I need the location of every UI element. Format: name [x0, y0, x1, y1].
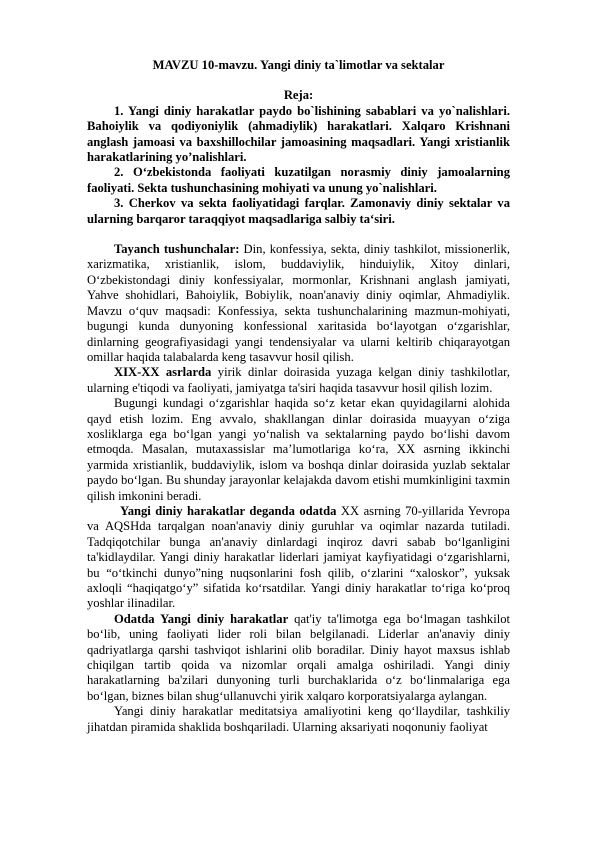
paragraph-19-20-centuries — [87, 365, 510, 396]
paragraph-current-changes — [87, 396, 510, 504]
plan-item-2: 2. O‘zbekistonda faoliyati kuzatilgan norasmiy diniy jamoalarning faoliyati. Sekta tushunchasining mohiyati va unung yo`nalishlari. — [87, 165, 510, 195]
paragraph-text: Bugungi kundagi o‘zgarishlar haqida so‘z ketar ekan quyidagilarni alohida qayd etish lozim. Eng avvalo, shakllangan dinlar doirasida muayyan o‘ziga xosliklarga ega bo‘lgan yangi yo‘nalish va sektalarning paydo bo‘lishi davom etmoqda. Masalan, mutaxassislar ma’lumotlariga ko‘ra, XX asrning ikkinchi yarmida xristianlik, buddaviylik, islom va boshqa dinlar doirasida yuzlab sektalar paydo bo‘lgan. Bu shunday jarayonlar kelajakda davom etishi mumkinligini taxmin qilish imkonini beradi. — [87, 396, 510, 503]
plan-item-3: 3. Cherkov va sekta faoliyatidagi farqlar. Zamonaviy diniy sektalar va ularning barqaror taraqqiyot maqsadlariga salbiy ta‘siri. — [87, 196, 510, 226]
plan-heading: Reja: — [283, 88, 314, 103]
paragraph-text: yirik dinlar doirasida yuzaga kelgan diniy tashkilotlar, ularning e'tiqodi va faoliyati, jamiyatga ta'siri haqida tasavvur hosil qilish lozim. — [87, 365, 510, 395]
spacer — [87, 227, 510, 242]
document-title: MAVZU 10-mavzu. Yangi diniy ta`limotlar va sektalar — [152, 58, 445, 72]
paragraph-meditation-practice — [87, 704, 510, 735]
paragraph-lead: XIX-XX asrlarda — [114, 365, 212, 380]
paragraph-text: Din, konfessiya, sekta, diniy tashkilot, missionerlik, xarizmatika, xristianlik, islom, buddaviylik, hinduiylik, Xitoy dinlari, O‘zbekistondagi diniy konfessiyalar, mormonlar, Krishnani anglash jamiyati, Yahve shohidlari, Bahoiylik, Bobiylik, noan'anaviy diniy oqimlar, Ahmadiylik. Mavzu o‘quv maqsadi: Konfessiya, sekta tushunchalarining mazmun-mohiyati, bugungi kunda dunyoning konfessional xaritasida bo‘layotgan o‘zgarishlar, dinlarning geografiyasidagi yangi tendensiyalar va ularni keltirib chiqarayotgan omillar haqida talabalarda keng tasavvur hosil qilish. — [87, 242, 511, 364]
key-concepts-lead: Tayanch tushunchalar: — [114, 242, 240, 257]
paragraph-movement-organization — [87, 612, 510, 704]
paragraph-text: Yangi diniy harakatlar meditatsiya amaliyotini keng qo‘llaydilar, tashkiliy jihatdan piramida shaklida boshqariladi. Ularning aksariyati noqonuniy faoliyat — [87, 704, 510, 734]
key-concepts-paragraph — [87, 242, 510, 365]
paragraph-lead: Yangi diniy harakatlar deganda odatda — [120, 503, 337, 518]
plan-item-1: 1. Yangi diniy harakatlar paydo bo`lishining sabablari va yo`nalishlari. Bahoiylik va qodiyoniylik (ahmadiylik) harakatlari. Xalqaro Krishnani anglash jamoasi va baxshillochilar jamoasining maqsadlari. Yangi xristianlik harakatlarining yo’nalishlari. — [87, 103, 510, 165]
paragraph-text: qat'iy ta'limotga ega bo‘lmagan tashkilot bo‘lib, uning faoliyati lider roli bilan belgilanadi. Liderlar an'anaviy diniy qadriyatlarga qarshi tashviqot ishlarini olib boradilar. Diniy hayot maxsus ishlab chiqilgan tartib qoida va nizomlar orqali amalga oshiriladi. Yangi diniy harakatlarning ba'zilari dunyoning turli burchaklarida o‘z bo‘linmalariga ega bo‘lgan, biznes bilan shug‘ullanuvchi yirik xalqaro korporatsiyalarga aylangan. — [87, 611, 510, 703]
paragraph-lead: Odatda Yangi diniy harakatlar — [114, 611, 289, 626]
paragraph-new-religious-movements — [87, 504, 510, 612]
paragraph-text: XX asrning 70-yillarida Yevropa va AQSHda tarqalgan noan'anaviy diniy guruhlar va oqimlar nazarda tutiladi. Tadqiqotchilar bunga an'anaviy dinlardagi inqiroz davri sabab bo‘lganligini ta'kidlaydilar. Yangi diniy harakatlar liderlari jamiyat kayfiyatidagi o‘zgarishlarni, bu “o‘tkinchi dunyo”ning nuqsonlarini fosh qilib, o‘zlarini “xaloskor”, yuksak axloqli “haqiqatgo‘y” sifatida ko‘rsatdilar. Yangi diniy harakatlar to‘riga ko‘proq yoshlar ilinadilar. — [87, 503, 510, 611]
